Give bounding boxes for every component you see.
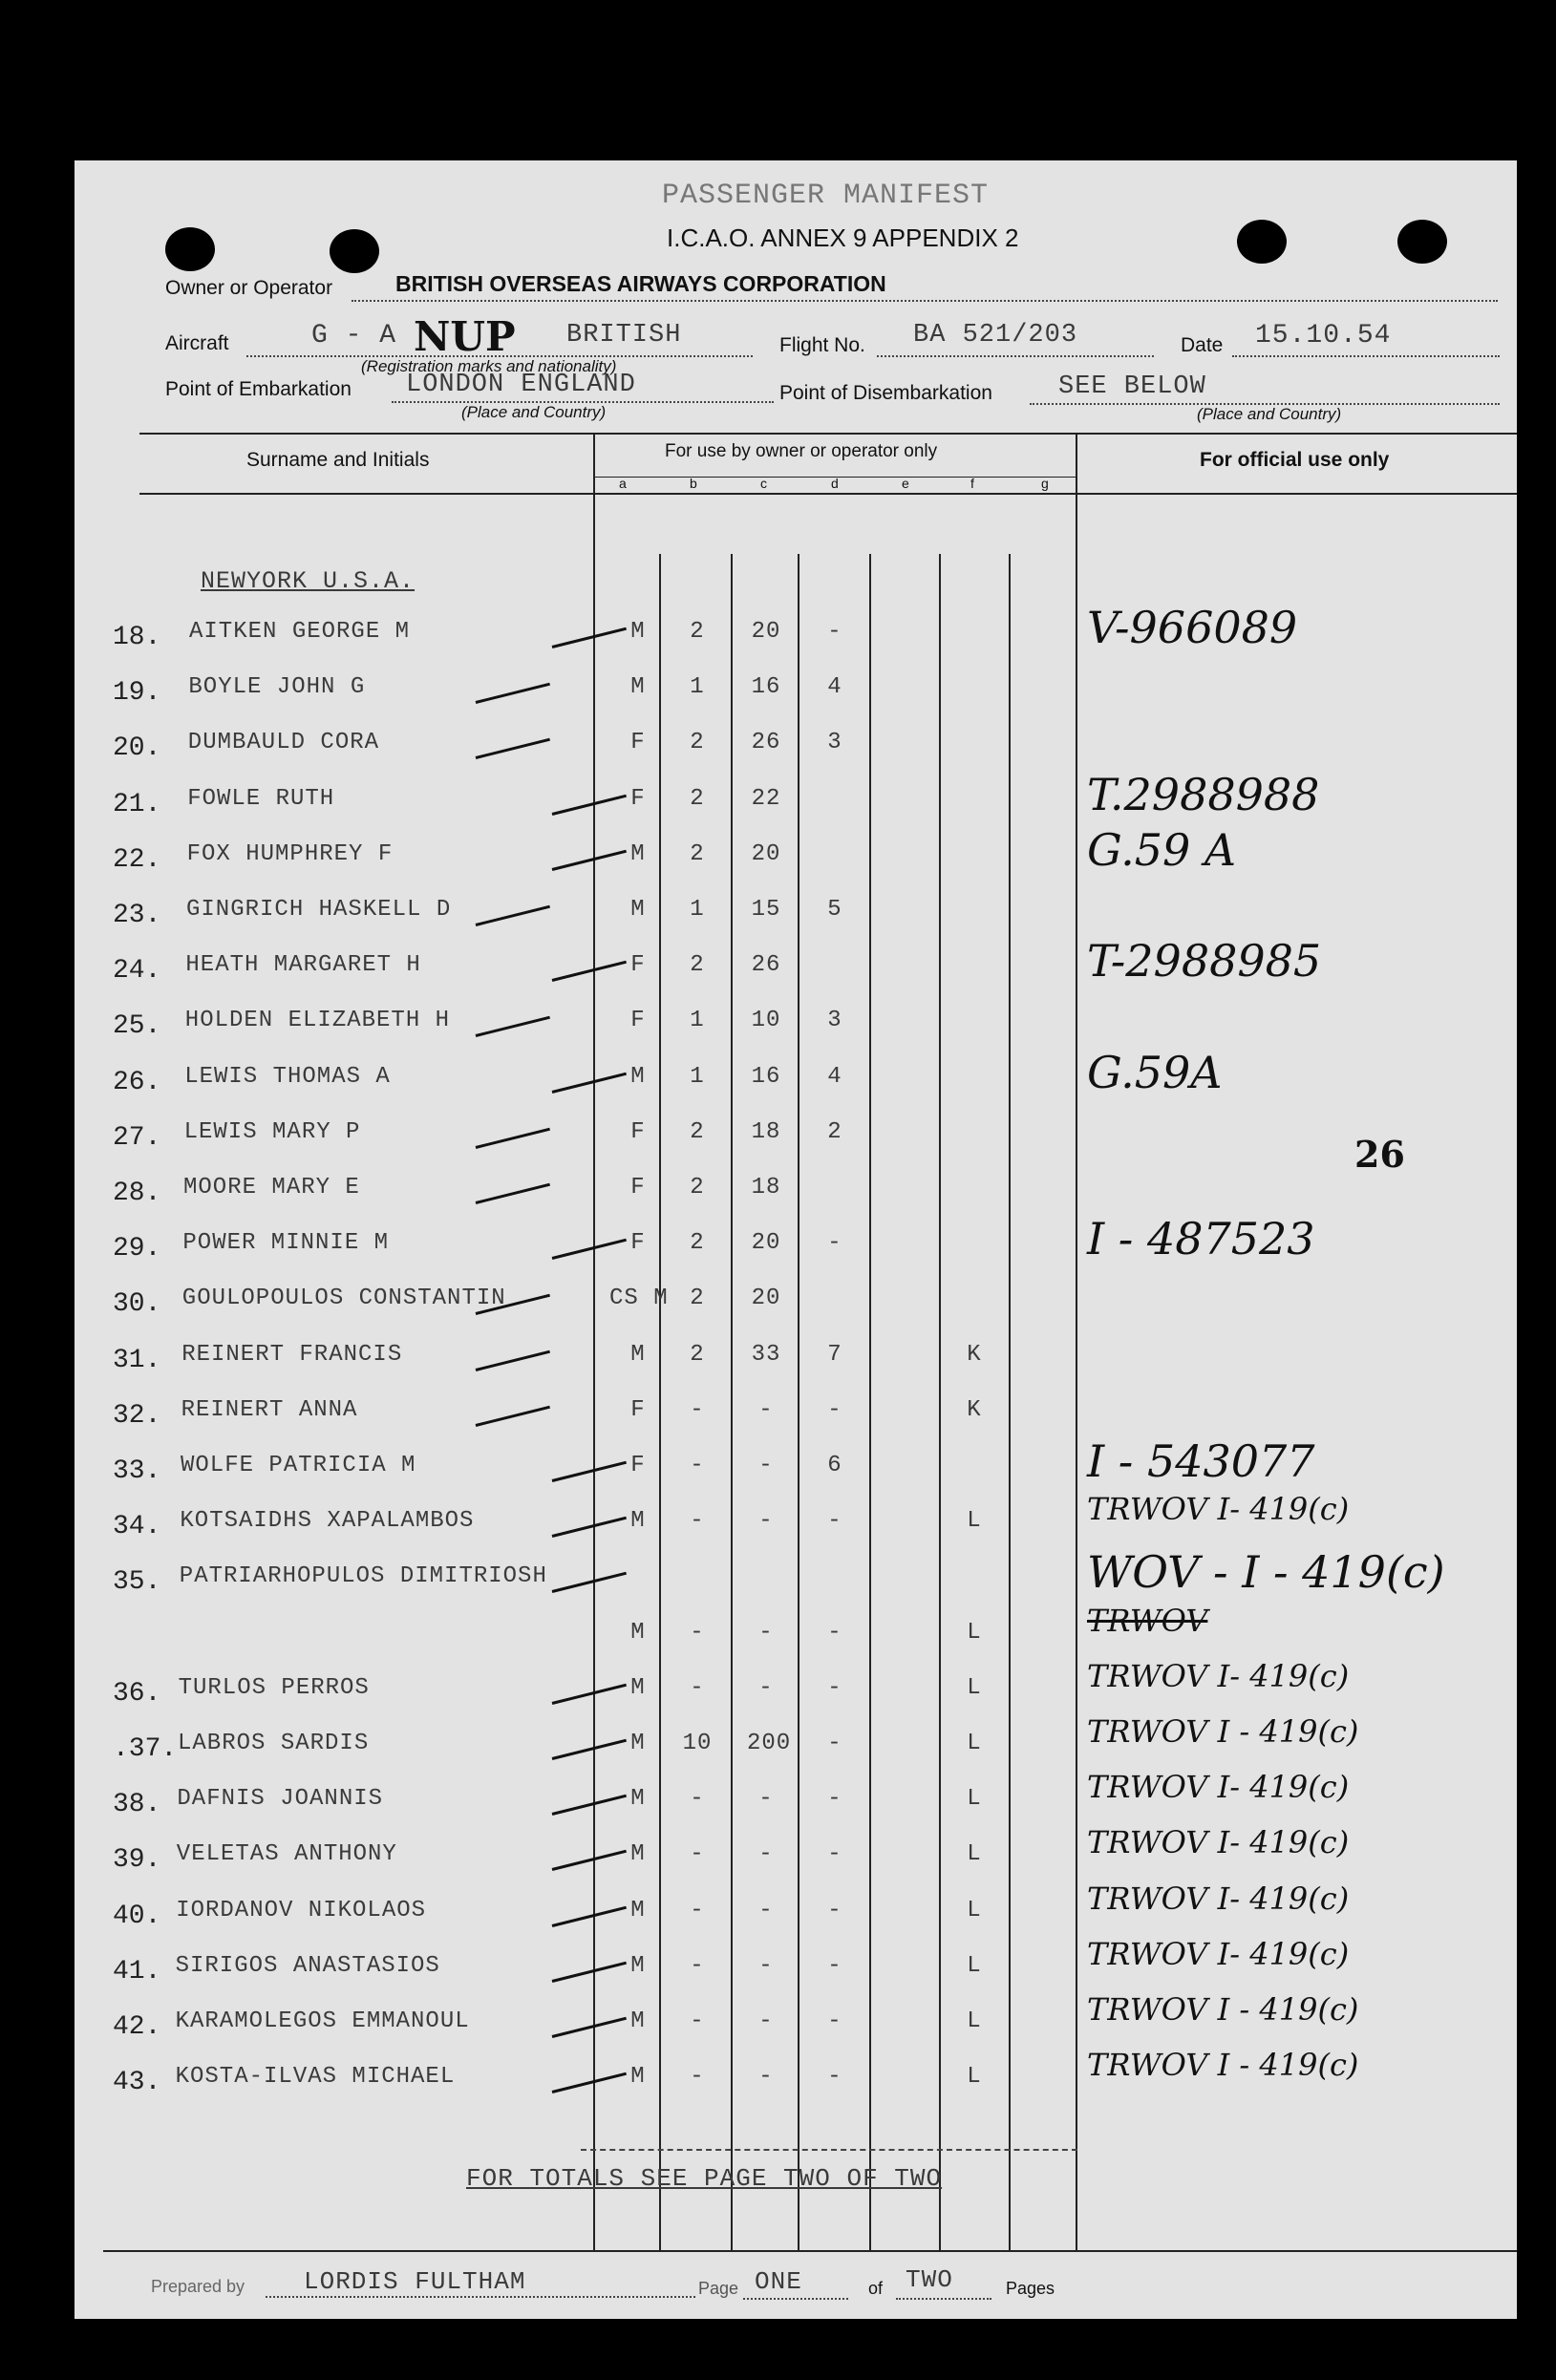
aircraft-value: G - A [311,321,397,351]
aircraft-label: Aircraft [165,332,229,354]
col-letter-g: g [1041,476,1049,491]
row-number: 32. [113,1400,161,1431]
column-d-value: - [827,1396,842,1423]
passenger-name: GOULOPOULOS CONSTANTIN [181,1286,506,1312]
col-letter-f: f [970,476,974,491]
column-c-value: 16 [751,1063,781,1090]
row-number: 30. [113,1289,161,1320]
column-f-value: K [967,1341,982,1368]
row-number: 28. [113,1179,161,1208]
column-c-value: 20 [751,1286,781,1312]
passenger-name: LABROS SARDIS [178,1731,370,1756]
page-value: ONE [755,2267,802,2296]
col-letter-b: b [690,476,697,491]
passenger-name: KOSTA-ILVAS MICHAEL [175,2064,456,2091]
row-number: 29. [113,1234,161,1264]
column-c-value: 20 [751,1230,781,1257]
column-b-value: 2 [690,952,705,979]
column-c-value: 26 [751,952,781,979]
owner-label: Owner or Operator [165,277,333,299]
row-number: 18. [113,623,161,652]
column-a-value: F [630,1175,646,1201]
column-a-value: M [630,1508,646,1535]
column-b-value: - [690,2008,705,2034]
column-d-value: - [827,2008,842,2034]
column-d-value: 2 [827,1118,842,1145]
column-c-value: 200 [747,1731,792,1756]
column-c-value: - [758,1897,774,1923]
column-c-value: 15 [751,897,781,923]
passenger-name: FOWLE RUTH [187,785,335,812]
registration-note: (Registration marks and nationality) [361,357,617,375]
column-a-value: M [630,2008,646,2034]
passenger-name: HOLDEN ELIZABETH H [184,1008,451,1034]
row-number: 40. [113,1901,161,1931]
official-entry: V-966089 [1087,602,1298,653]
row-number: 20. [113,733,161,764]
col-owner-use: For use by owner or operator only [665,441,938,461]
passenger-name: WOLFE PATRICIA M [181,1453,416,1478]
column-d-value: 4 [827,674,842,701]
passenger-name: FOX HUMPHREY F [186,840,394,867]
column-b-value: - [690,1952,705,1979]
column-c-value: 33 [751,1341,781,1368]
column-a-value: M [630,1731,646,1756]
column-c-value: - [758,1508,774,1535]
row-number: 23. [113,901,161,930]
column-b-value: 2 [690,730,705,756]
row-number: 22. [113,844,161,875]
row-number: 31. [113,1345,161,1375]
column-b-value: 2 [690,619,705,645]
column-d-value: 7 [827,1341,842,1368]
column-d-value: 3 [827,1008,842,1034]
column-a-value: M [630,897,646,923]
column-a-value: F [630,730,646,756]
pen-check-mark [476,1405,550,1426]
owner-value: BRITISH OVERSEAS AIRWAYS CORPORATION [395,271,886,296]
passenger-name: DUMBAULD CORA [187,730,380,756]
official-entry: I - 543077 [1087,1435,1315,1487]
pen-check-mark [476,1016,550,1037]
pen-check-mark [476,683,550,704]
column-f-value: L [967,1674,982,1701]
date-label: Date [1181,334,1224,356]
column-b-value: 1 [690,897,705,923]
column-b-value: 1 [690,674,705,701]
punch-hole [1397,220,1447,264]
column-f-value: L [967,1731,982,1756]
pen-check-mark [476,1127,550,1148]
column-d-value: 4 [827,1063,842,1090]
column-b-value: - [690,1396,705,1423]
passenger-name: LEWIS MARY P [183,1118,361,1145]
column-b-value: - [690,1841,705,1868]
passenger-name: HEATH MARGARET H [185,952,421,979]
column-d-value: - [827,1619,842,1646]
column-a-value: F [630,1453,646,1478]
column-f-value: L [967,2064,982,2091]
column-b-value: 2 [690,785,705,812]
official-entry: G.59A [1087,1046,1223,1098]
manifest-sheet [75,160,1517,2319]
column-a-value: M [630,840,646,867]
embark-label: Point of Embarkation [165,378,352,400]
column-a-value: M [630,1063,646,1090]
column-b-value: 2 [690,840,705,867]
official-entry: TRWOV I- 419(c) [1087,1769,1350,1806]
totals-note: FOR TOTALS SEE PAGE TWO OF TWO [466,2164,943,2193]
column-b-value: - [690,1453,705,1478]
official-entry: G.59 A [1087,823,1237,876]
row-number: 38. [113,1790,161,1820]
aircraft-handwritten: NUP [414,313,516,360]
row-number: 39. [113,1845,161,1876]
passenger-name: POWER MINNIE M [182,1230,390,1257]
column-a-value: F [630,1396,646,1423]
row-number: 42. [113,2012,161,2042]
column-f-value: L [967,1786,982,1813]
embark-value: LONDON ENGLAND [406,371,636,399]
col-surname: Surname and Initials [246,449,430,471]
column-a-value: F [630,1118,646,1145]
official-entry: TRWOV I- 419(c) [1087,1657,1350,1694]
column-f-value: L [967,1952,982,1979]
row-number: .37. [113,1734,178,1764]
column-c-value: - [758,1453,774,1478]
column-f-value: L [967,1619,982,1646]
passenger-name: DAFNIS JOANNIS [177,1786,384,1813]
pen-check-mark [476,905,550,926]
passenger-name: TURLOS PERROS [178,1674,370,1701]
official-entry: TRWOV I- 419(c) [1087,1491,1350,1528]
destination-heading: NEWYORK U.S.A. [201,567,416,595]
column-a-value: F [630,952,646,979]
column-c-value: - [758,1674,774,1701]
column-b-value: - [690,1786,705,1813]
passenger-name: REINERT FRANCIS [181,1341,403,1368]
column-c-value: 18 [751,1118,781,1145]
column-d-value: - [827,1952,842,1979]
passenger-name: LEWIS THOMAS A [184,1063,391,1090]
column-a-value: M [630,1341,646,1368]
column-c-value: - [758,1619,774,1646]
column-b-value: 1 [690,1063,705,1090]
column-a-value: M [630,1952,646,1979]
column-a-value: F [630,1230,646,1257]
column-b-value: - [690,1897,705,1923]
pen-check-mark [476,1183,550,1204]
row-number: 25. [113,1011,161,1042]
passenger-name: GINGRICH HASKELL D [186,897,452,923]
column-a-value: M [630,1786,646,1813]
column-a-value: M [630,674,646,701]
official-entry: TRWOV I - 419(c) [1087,2047,1359,2084]
column-d-value: 6 [827,1453,842,1478]
official-entry: I - 487523 [1087,1213,1315,1265]
column-d-value: - [827,2064,842,2091]
column-f-value: K [967,1396,982,1423]
column-d-value: 3 [827,730,842,756]
column-d-value: - [827,619,842,645]
passenger-name: MOORE MARY E [183,1175,360,1201]
column-b-value: 10 [682,1731,713,1756]
col-letter-e: e [902,476,909,491]
column-c-value: - [758,1396,774,1423]
column-a-value: M [630,1674,646,1701]
row-number: 34. [113,1512,161,1542]
column-c-value: 18 [751,1175,781,1201]
row-number: 27. [113,1122,161,1153]
column-c-value: - [758,2008,774,2034]
pen-check-mark [476,1349,550,1371]
of-label: of [868,2279,884,2298]
prepared-value: LORDIS FULTHAM [304,2267,526,2296]
column-a-value: F [630,1008,646,1034]
disembark-value: SEE BELOW [1058,372,1206,401]
column-c-value: 20 [751,619,781,645]
column-b-value: 1 [690,1008,705,1034]
column-b-value: - [690,1674,705,1701]
column-a-value: M [630,2064,646,2091]
row-number: 43. [113,2068,161,2098]
column-a-value: M [630,1841,646,1868]
official-entry: T-2988985 [1087,935,1322,988]
column-b-value: 2 [690,1286,705,1312]
column-b-value: 2 [690,1341,705,1368]
disembark-note: (Place and Country) [1197,405,1342,423]
row-number: 33. [113,1456,161,1486]
column-f-value: L [967,1841,982,1868]
row-number: 35. [113,1567,161,1598]
column-c-value: 20 [751,840,781,867]
column-c-value: - [758,1841,774,1868]
col-letter-a: a [619,476,627,491]
of-value: TWO [906,2265,953,2294]
official-entry: T.2988988 [1087,768,1320,820]
row-number: 19. [113,678,161,709]
column-b-value: - [690,1619,705,1646]
column-d-value: - [827,1508,842,1535]
row-number: 24. [113,956,161,987]
column-d-value: 5 [827,897,842,923]
disembark-label: Point of Disembarkation [779,382,992,404]
punch-hole [330,229,379,273]
embark-note: (Place and Country) [461,403,607,421]
column-d-value: - [827,1841,842,1868]
flight-label: Flight No. [779,334,865,356]
column-a-value: M [630,1619,646,1646]
passenger-name: SIRIGOS ANASTASIOS [175,1952,440,1979]
col-official: For official use only [1200,449,1390,471]
prepared-label: Prepared by [151,2277,245,2296]
passenger-name: KARAMOLEGOS EMMANOUL [175,2008,470,2034]
column-b-value: 2 [690,1118,705,1145]
page-label: Page [698,2279,739,2298]
pen-check-mark [476,738,550,759]
manifest-subtitle: I.C.A.O. ANNEX 9 APPENDIX 2 [667,223,1019,252]
row-number: 41. [113,1956,161,1987]
column-a-value: F [630,785,646,812]
row-number: 26. [113,1067,161,1097]
punch-hole [1237,220,1287,264]
pen-check-mark [552,1572,627,1593]
column-c-value: 10 [751,1008,781,1034]
column-a-value: M [630,619,646,645]
column-a-value: CS M [609,1286,669,1312]
official-entry: WOV - I - 419(c) [1087,1546,1445,1599]
passenger-name: KOTSAIDHS XAPALAMBOS [180,1508,475,1535]
col-letter-c: c [760,476,767,491]
pages-label: Pages [1006,2279,1055,2298]
column-c-value: 22 [751,785,781,812]
column-c-value: 16 [751,674,781,701]
column-d-value: - [827,1230,842,1257]
column-d-value: - [827,1731,842,1756]
official-entry: TRWOV [1087,1602,1208,1639]
passenger-name: REINERT ANNA [181,1396,358,1423]
official-entry: TRWOV I- 419(c) [1087,1935,1350,1972]
column-c-value: - [758,1952,774,1979]
official-entry: TRWOV I - 419(c) [1087,1713,1359,1750]
page-mark: 26 [1354,1133,1405,1176]
aircraft-nationality: BRITISH [566,321,682,350]
column-d-value: - [827,1786,842,1813]
passenger-name: IORDANOV NIKOLAOS [176,1897,427,1923]
column-b-value: 2 [690,1175,705,1201]
column-b-value: 2 [690,1230,705,1257]
flight-value: BA 521/203 [913,321,1078,350]
column-f-value: L [967,1508,982,1535]
official-entry: TRWOV I- 419(c) [1087,1880,1350,1917]
passenger-name: PATRIARHOPULOS DIMITRIOSH [179,1563,547,1590]
row-number: 36. [113,1678,161,1709]
column-d-value: - [827,1674,842,1701]
passenger-name: AITKEN GEORGE M [189,619,411,645]
column-c-value: - [758,1786,774,1813]
punch-hole [165,227,215,271]
passenger-name: VELETAS ANTHONY [176,1841,397,1868]
column-b-value: - [690,1508,705,1535]
column-b-value: - [690,2064,705,2091]
column-f-value: L [967,2008,982,2034]
official-entry: TRWOV I - 419(c) [1087,1991,1359,2028]
col-letter-d: d [831,476,839,491]
passenger-name: BOYLE JOHN G [188,674,366,701]
column-f-value: L [967,1897,982,1923]
column-d-value: - [827,1897,842,1923]
official-entry: TRWOV I- 419(c) [1087,1824,1350,1861]
column-c-value: 26 [751,730,781,756]
column-c-value: - [758,2064,774,2091]
column-a-value: M [630,1897,646,1923]
date-value: 15.10.54 [1255,321,1392,351]
row-number: 21. [113,789,161,819]
manifest-title: PASSENGER MANIFEST [662,180,990,212]
